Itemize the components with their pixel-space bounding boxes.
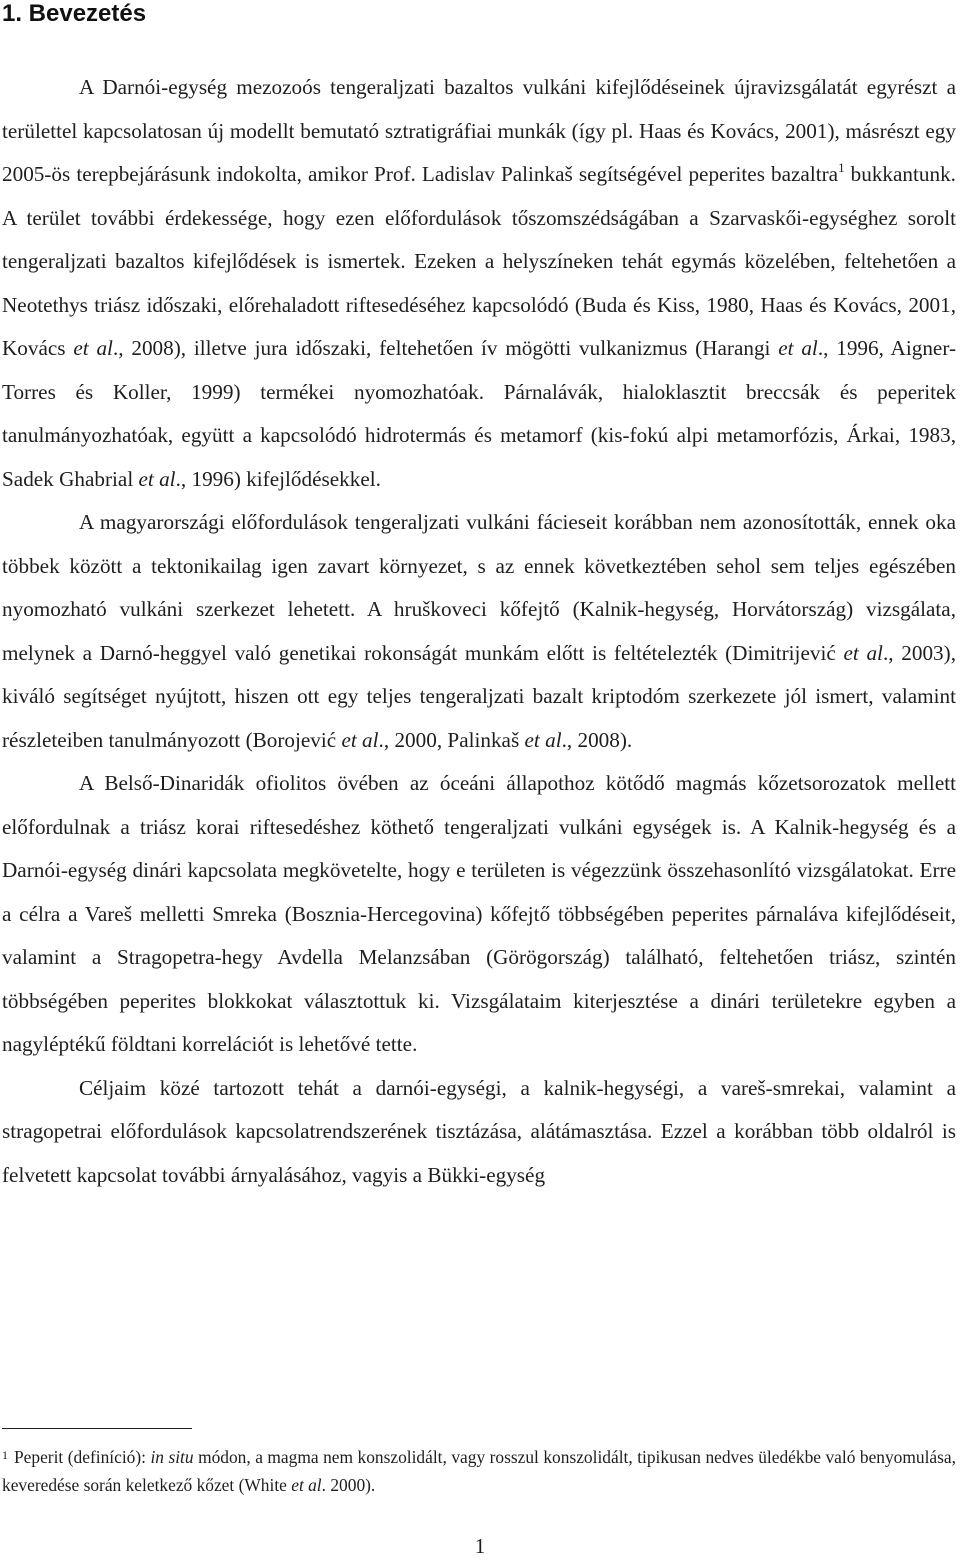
footnote-separator (2, 1428, 192, 1429)
footnote-reference[interactable]: 1 (838, 160, 845, 175)
paragraph-2-text: A magyarországi előfordulások tengeraljzati vulkáni fácieseit korábban nem azonosították, ennek oka többek között a tektonikailag igen zavart környezet, s az ennek következtében sehol sem teljes egészében nyomozható vulkáni szerkezet lehetett. A hruškoveci kőfejtő (Kalnik-hegység, Horvátország) vizsgálata, melynek a Darnó-heggyel való genetikai rokonságát munkám előtt is feltételezték (Dimitrijević (2, 510, 956, 665)
paragraph-1 (2, 66, 956, 501)
paragraph-2 (2, 501, 956, 762)
et-al-italic: et al (138, 466, 176, 491)
body-text (2, 66, 956, 1197)
et-al-italic: et al (778, 336, 818, 360)
footnote-italic-term: in situ (150, 1447, 194, 1467)
paragraph-1-text: ., 1996) kifejlődésekkel. (175, 466, 381, 491)
footnote (2, 1441, 956, 1499)
section-heading: 1. Bevezetés (2, 0, 147, 27)
et-al-italic: et al (524, 727, 562, 752)
paragraph-2-text: ., 2000, Palinkaš (378, 727, 525, 752)
footnote-text: . 2000). (321, 1475, 376, 1495)
et-al-italic: et al (73, 336, 113, 360)
paragraph-1-text: ., 2008), illetve jura időszaki, feltehetően ív mögötti vulkanizmus (Harangi (112, 336, 779, 360)
footnote-text: Peperit (definíció): (14, 1447, 151, 1467)
footnote-text: módon, a magma nem konszolidált, vagy rosszul konszolidált, tipikusan nedves üledékbe való benyomulása, keveredése során keletkező kőzet (White (2, 1447, 956, 1495)
paragraph-2-text: ., 2003), kiváló segítséget nyújtott, hiszen ott egy teljes tengeraljzati bazalt kriptodóm szerkezete jól ismert, valamint részleteiben tanulmányozott (Borojević (2, 640, 956, 752)
footnote-mark: 1 (2, 1448, 8, 1462)
page-number: 1 (474, 1534, 486, 1558)
et-al-italic: et al (341, 727, 379, 752)
paragraph-3: A Belső-Dinaridák ofiolitos övében az óceáni állapothoz kötődő magmás kőzetsorozatok mellett előfordulnak a triász korai riftesedéshez köthető tengeraljzati vulkáni egységek is. A Kalnik-hegység és a Darnói-egység dinári kapcsolata megkövetelte, hogy e területen is végezzünk összehasonlító vizsgálatokat. Erre a célra a Vareš melletti Smreka (Bosznia-Hercegovina) kőfejtő többségében peperites párnaláva kifejlődéseit, valamint a Stragopetra-hegy Avdella Melanzsában (Görögország) található, feltehetően triász, szintén többségében peperites blokkokat választottuk ki. Vizsgálataim kiterjesztése a dinári területekre egyben a nagyléptékű földtani korrelációt is lehetővé tette. (2, 771, 956, 1056)
paragraph-1-text: ., 1996, Aigner-Torres és Koller, 1999) termékei nyomozhatóak. Párnalávák, hialoklasztit breccsák és peperitek tanulmányozhatóak, együtt a kapcsolódó hidrotermás és metamorf (kis-fokú alpi metamorfózis, Árkai, 1983, Sadek Ghabrial (2, 336, 957, 491)
et-al-italic: et al (843, 640, 883, 665)
paragraph-1-text: bukkantunk. A terület további érdekessége, hogy ezen előfordulások tőszomszédságában a Szarvaskői-egységhez sorolt tengeraljzati bazaltos kifejlődések is ismertek. Ezeken a helyszíneken tehát egymás közelében, feltehetően a Neotethys triász időszaki, előrehaladott riftesedéséhez kapcsolódó (Buda és Kiss, 1980, Haas és Kovács, 2001, Kovács (2, 162, 956, 360)
paragraph-1-text: A Darnói-egység mezozoós tengeraljzati bazaltos vulkáni kifejlődéseinek újravizsgálatát egyrészt a területtel kapcsolatosan új modellt bemutató sztratigráfiai munkák (így pl. Haas és Kovács, 2001), másrészt egy 2005-ös terepbejárásunk indokolta, amikor Prof. Ladislav Palinkaš segítségével peperites bazaltra (2, 75, 956, 186)
et-al-italic: et al (291, 1475, 322, 1495)
paragraph-2-text: ., 2008). (561, 727, 633, 752)
paragraph-4: Céljaim közé tartozott tehát a darnói-egységi, a kalnik-hegységi, a vareš-smrekai, valamint a stragopetrai előfordulások kapcsolatrendszerének tisztázása, alátámasztása. Ezzel a korábban több oldalról is felvetett kapcsolat további árnyalásához, vagyis a Bükki-egység (2, 1075, 956, 1187)
